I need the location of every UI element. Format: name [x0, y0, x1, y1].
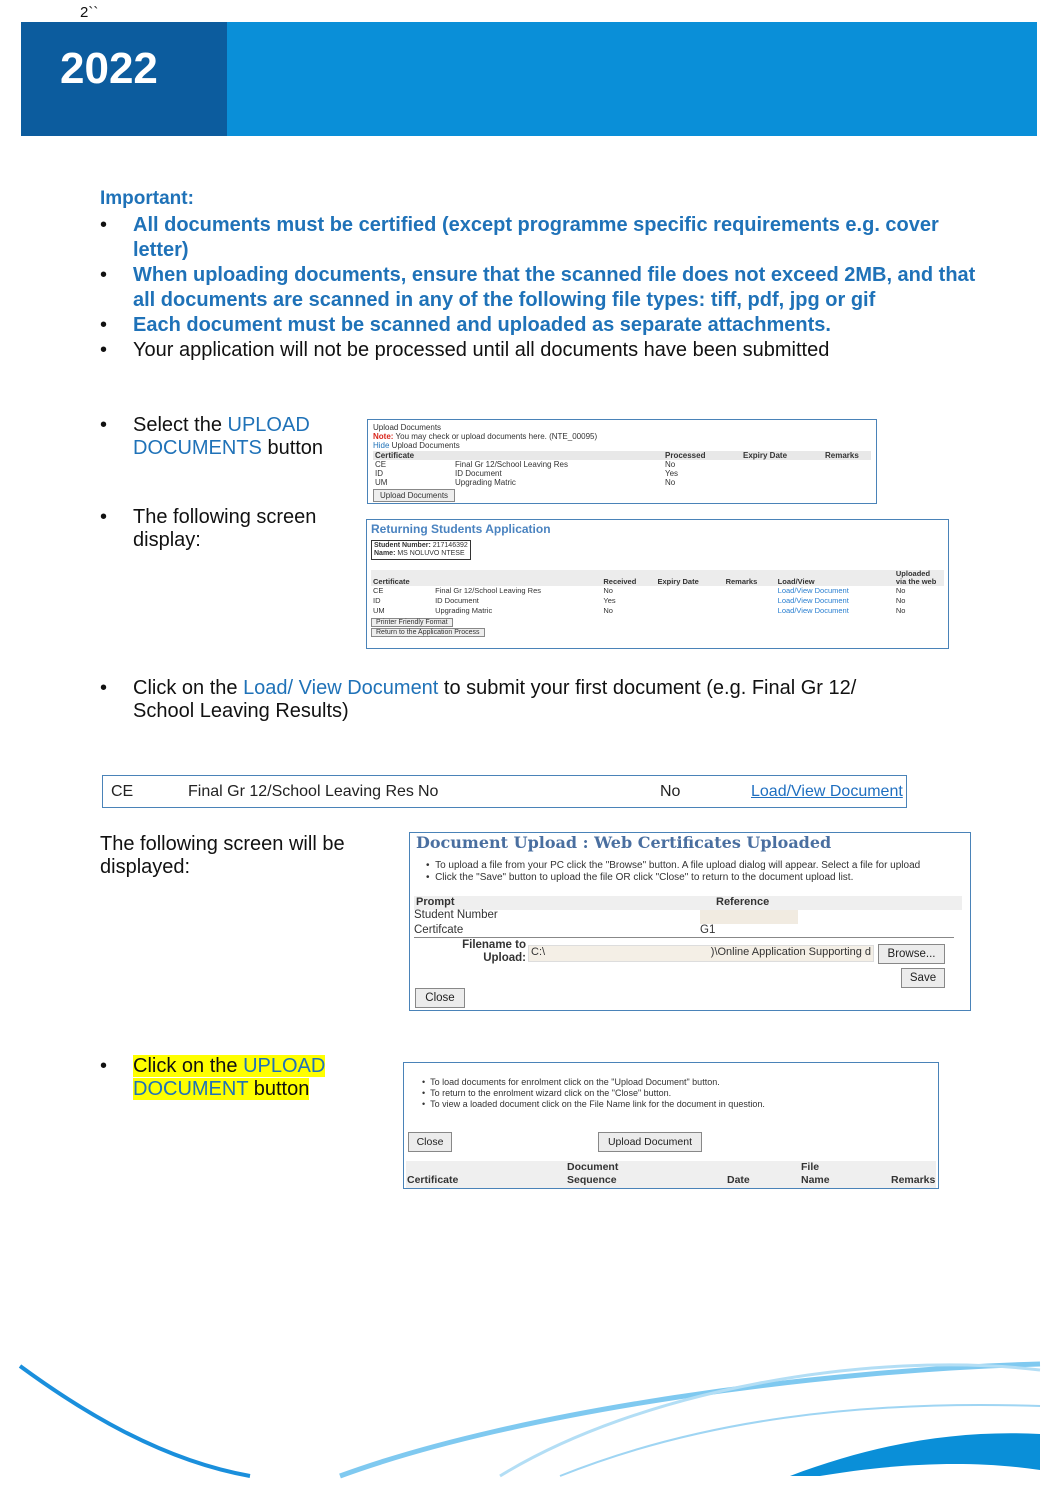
important-heading: Important:	[100, 188, 194, 209]
step-text: The following screen display:	[133, 506, 317, 551]
column-header: Remarks	[891, 1174, 936, 1186]
step-text: button	[261, 437, 324, 459]
table-header	[406, 1161, 936, 1188]
step-text: Click on the	[133, 677, 244, 699]
note-line: Note: You may check or upload documents here. (NTE_00095)	[373, 432, 598, 441]
column-header: Expiry Date	[655, 570, 723, 586]
student-id-box: Student Number: 217146392 Name: MS NOLUVO NTESE	[371, 540, 471, 560]
column-header: Remarks	[724, 570, 776, 586]
important-bullet: • When uploading documents, ensure that the scanned file does not exceed 2MB, and that all documents are scanned in any of the following file types: tiff, pdf, jpg or gif	[100, 263, 980, 313]
step-text: to submit your first document (e.g. Final Gr 12/ School Leaving Results)	[133, 677, 857, 722]
column-header: Uploaded via the web	[894, 570, 944, 586]
important-bullet: • All documents must be certified (except programme specific requirements e.g. cover letter)	[100, 213, 980, 263]
close-button[interactable]: Close	[408, 1132, 452, 1152]
student-number-label: Student Number	[414, 909, 498, 921]
column-header: Certificate	[373, 451, 453, 460]
important-bullet: • Your application will not be processed until all documents have been submitted	[100, 338, 980, 363]
certificate-label: Certifcate	[414, 924, 464, 936]
important-list	[100, 213, 980, 363]
load-view-link[interactable]: Load/View Document	[777, 596, 849, 605]
load-view-link[interactable]: Load/View Document	[777, 606, 849, 615]
document-upload-panel	[409, 832, 971, 1011]
step-highlight: Load/ View Document	[243, 677, 439, 699]
instruction-line: • To load documents for enrolment click on the "Upload Document" button.	[422, 1077, 720, 1087]
browse-button[interactable]: Browse...	[878, 944, 945, 964]
column-header: Processed	[663, 451, 741, 460]
instruction-line: • To upload a file from your PC click the "Browse" button. A file upload dialog will appear. Select a file for upload	[426, 860, 921, 871]
row-received: No	[418, 783, 439, 800]
certificate-value: G1	[700, 924, 716, 936]
hide-line: Hide Upload Documents	[373, 441, 460, 450]
table-row: CE Final Gr 12/School Leaving Res No Load/View Document No	[373, 586, 906, 595]
step-screen-display: • The following screen display:	[100, 506, 345, 552]
step-text: Select the	[133, 414, 228, 436]
page-marker: 2``	[80, 4, 99, 21]
decorative-waves	[0, 1330, 1058, 1490]
column-header	[453, 451, 663, 460]
close-button[interactable]: Close	[415, 988, 465, 1008]
row-code: CE	[111, 783, 134, 800]
table-row: ID ID Document Yes	[375, 469, 679, 478]
instruction-line: • Click the "Save" button to upload the file OR click "Close" to return to the document upload list.	[426, 872, 854, 883]
returning-table	[371, 570, 944, 616]
filename-input[interactable]: C:\ )\Online Application Supporting d	[528, 945, 874, 962]
column-header: Remarks	[823, 451, 871, 460]
step-select-upload: • Select the UPLOAD DOCUMENTS button	[100, 414, 324, 459]
column-header: Date	[727, 1174, 750, 1186]
column-header: File Name	[801, 1161, 830, 1186]
step-text: The following screen will be displayed:	[100, 833, 345, 878]
documents-table	[373, 451, 871, 487]
column-header: Document Sequence	[567, 1161, 619, 1186]
year-title: 2022	[60, 44, 158, 93]
hide-link[interactable]: Hide	[373, 441, 390, 450]
upload-document-button[interactable]: Upload Document	[598, 1132, 702, 1152]
row-uploaded: No	[660, 783, 681, 800]
column-header	[433, 570, 601, 586]
important-bullet: • Each document must be scanned and uploaded as separate attachments.	[100, 313, 980, 338]
step-upload-document: • Click on the UPLOAD DOCUMENT button	[100, 1055, 326, 1100]
column-header: Load/View	[776, 570, 894, 586]
table-row: UM Upgrading Matric No Load/View Document No	[373, 606, 906, 615]
table-header: Prompt Reference	[414, 896, 962, 910]
step-load-view: • Click on the Load/ View Document to submit your first document (e.g. Final Gr 12/ School Leaving Results)	[100, 677, 857, 722]
column-header: Received	[601, 570, 655, 586]
step-highlight: UPLOAD DOCUMENT	[133, 1055, 326, 1100]
divider	[414, 937, 954, 938]
load-view-link[interactable]: Load/View Document	[777, 586, 849, 595]
reference-field	[700, 910, 798, 924]
panel-title: Document Upload : Web Certificates Uploaded	[416, 833, 832, 852]
return-application-button[interactable]: Return to the Application Process	[371, 628, 485, 637]
step-text: Click on the	[133, 1055, 244, 1077]
panel-title: Returning Students Application	[371, 522, 551, 536]
column-header: Expiry Date	[741, 451, 823, 460]
load-view-document-link[interactable]: Load/View Document	[751, 783, 903, 800]
step-highlight: UPLOAD DOCUMENTS	[133, 414, 310, 459]
step-screen-displayed	[100, 833, 375, 879]
zoomed-certificate-row	[102, 775, 907, 808]
column-header: Certificate	[407, 1174, 459, 1186]
column-header: Certificate	[371, 570, 433, 586]
step-text: button	[248, 1078, 310, 1100]
printer-friendly-button[interactable]: Printer Friendly Format	[371, 618, 453, 627]
panel-title: Upload Documents	[373, 423, 442, 432]
table-row: ID ID Document Yes Load/View Document No	[373, 596, 906, 605]
upload-documents-button[interactable]: Upload Documents	[373, 489, 455, 502]
table-row: CE Final Gr 12/School Leaving Res No	[375, 460, 676, 469]
returning-students-panel	[366, 519, 949, 649]
instruction-line: • To return to the enrolment wizard click on the "Close" button.	[422, 1088, 672, 1098]
upload-documents-panel	[367, 419, 877, 504]
enrolment-upload-panel	[403, 1062, 939, 1189]
instruction-line: • To view a loaded document click on the File Name link for the document in question.	[422, 1099, 765, 1109]
row-name: Final Gr 12/School Leaving Res	[188, 783, 414, 800]
filename-label: Filename to Upload:	[462, 939, 526, 964]
table-row: UM Upgrading Matric No	[375, 478, 676, 487]
save-button[interactable]: Save	[901, 968, 945, 988]
